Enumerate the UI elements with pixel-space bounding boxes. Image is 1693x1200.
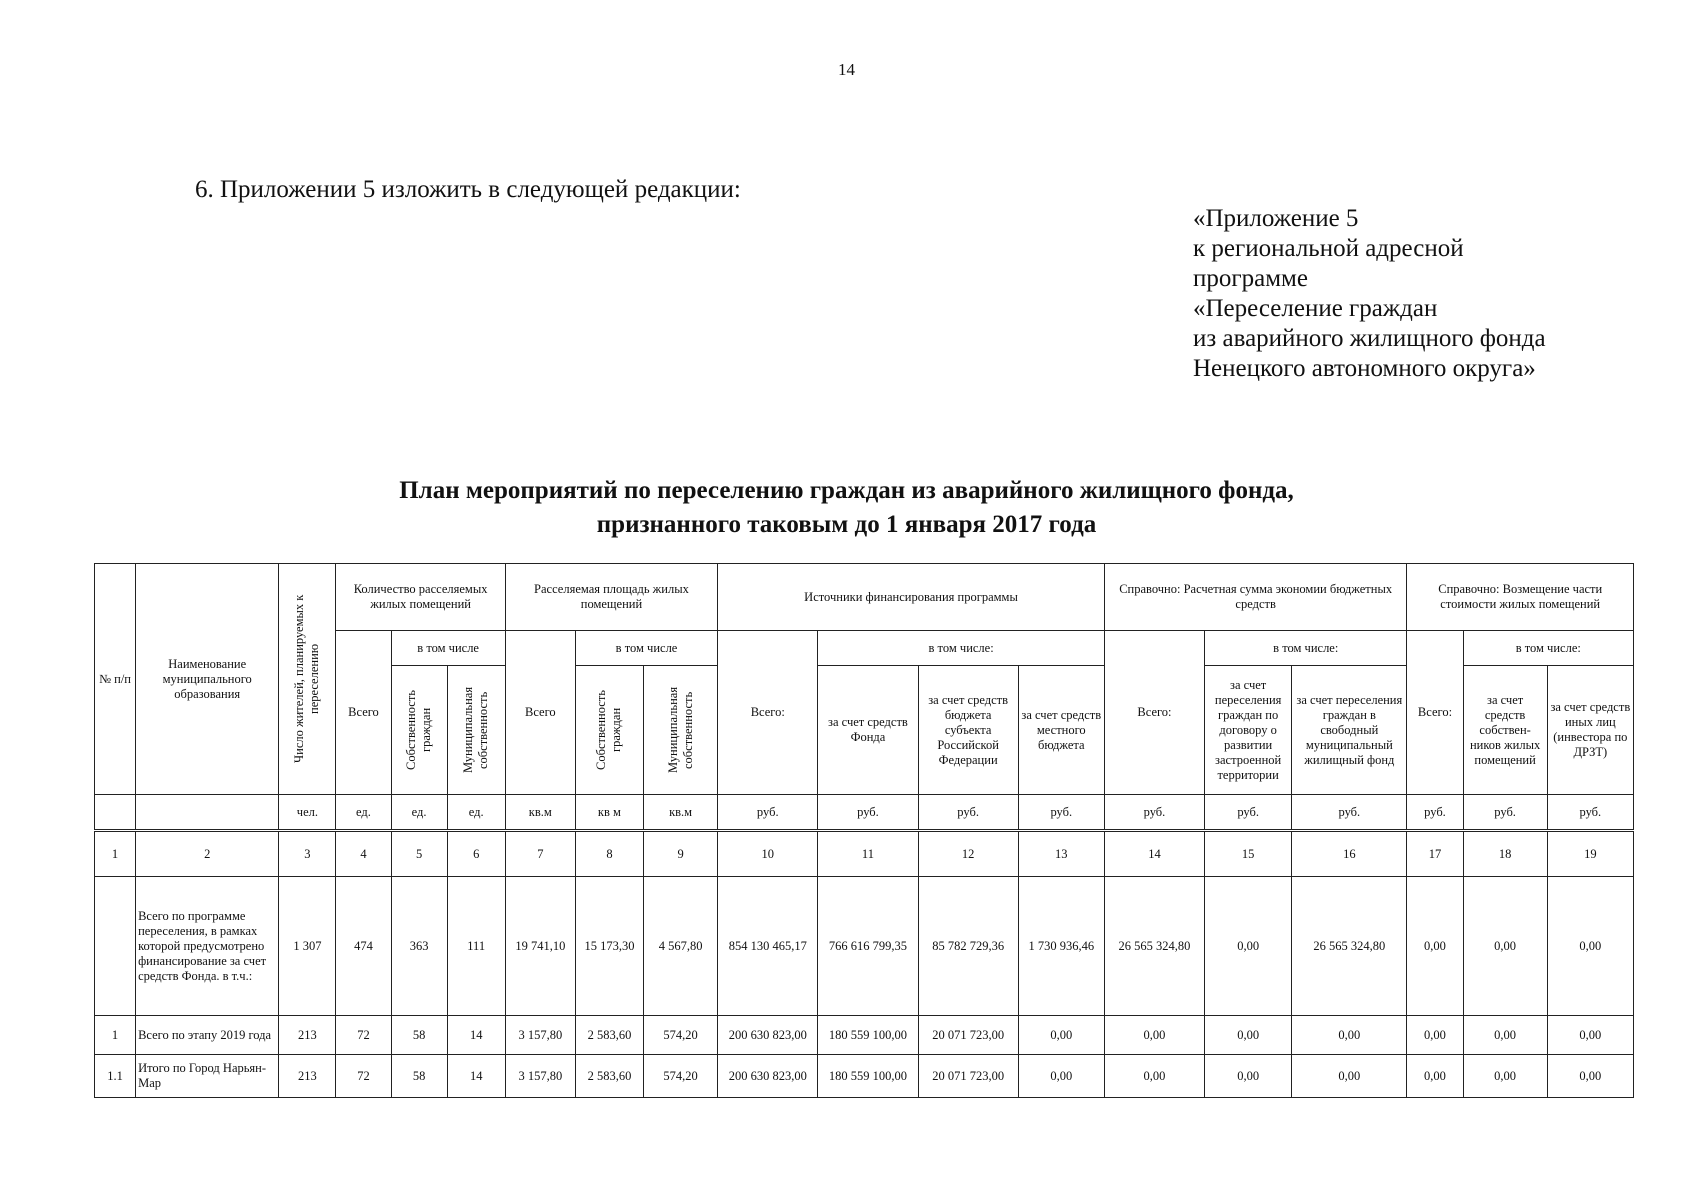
cell: 19 741,10 (505, 877, 575, 1016)
cell: 2 583,60 (575, 1016, 643, 1055)
column-number: 9 (644, 831, 718, 877)
cell: 0,00 (1407, 877, 1463, 1016)
units-cell-blank (95, 795, 136, 831)
header-area: Расселяемая площадь жилых помещений (505, 564, 717, 631)
cell: 213 (279, 1016, 336, 1055)
cell: 72 (336, 1055, 391, 1098)
header-premises-total: Всего (336, 631, 391, 795)
unit-cell: руб. (1018, 795, 1104, 831)
appendix-line: «Переселение граждан (1193, 295, 1438, 322)
header-sources: Источники финансирования программы (718, 564, 1105, 631)
header-premises-count: Количество расселяемых жилых помещений (336, 564, 505, 631)
appendix-line: «Приложение 5 (1193, 205, 1359, 232)
cell: 0,00 (1018, 1016, 1104, 1055)
header-premises-incl: в том числе (391, 631, 505, 666)
column-number: 15 (1205, 831, 1292, 877)
row-num: 1 (95, 1016, 136, 1055)
cell: 574,20 (644, 1055, 718, 1098)
column-number: 14 (1104, 831, 1204, 877)
column-number: 4 (336, 831, 391, 877)
header-premises-owned-text: Собственность граждан (404, 690, 434, 770)
unit-cell: кв.м (644, 795, 718, 831)
cell: 0,00 (1407, 1055, 1463, 1098)
header-area-owned (575, 666, 643, 795)
column-number: 13 (1018, 831, 1104, 877)
header-relocation-contract: за счет переселения граждан по договору о развитии застроенной территории (1205, 666, 1292, 795)
cell: 3 157,80 (505, 1016, 575, 1055)
header-area-owned-text: Собственность граждан (594, 690, 624, 770)
unit-cell: ед. (447, 795, 505, 831)
cell: 0,00 (1292, 1016, 1407, 1055)
cell: 26 565 324,80 (1292, 877, 1407, 1016)
header-name: Наименование муниципального образования (136, 564, 279, 795)
table-row (95, 877, 1634, 1016)
cell: 213 (279, 1055, 336, 1098)
relocation-plan-table (94, 563, 1634, 1098)
column-number: 18 (1463, 831, 1547, 877)
unit-cell: руб. (818, 795, 918, 831)
header-subject-budget: за счет средств бюджета субъекта Российской Федерации (918, 666, 1018, 795)
row-name: Итого по Город Нарьян-Мар (136, 1055, 279, 1098)
cell: 85 782 729,36 (918, 877, 1018, 1016)
title-line: признанного таковым до 1 января 2017 года (596, 511, 1097, 538)
column-number: 8 (575, 831, 643, 877)
header-fund: за счет средств Фонда (818, 666, 918, 795)
unit-cell: чел. (279, 795, 336, 831)
appendix-line: из аварийного жилищного фонда (1193, 325, 1546, 352)
document-title (0, 474, 1693, 542)
cell: 4 567,80 (644, 877, 718, 1016)
unit-cell: руб. (1547, 795, 1633, 831)
cell: 766 616 799,35 (818, 877, 918, 1016)
header-compensation-incl: в том числе: (1463, 631, 1633, 666)
header-sources-incl: в том числе: (818, 631, 1105, 666)
cell: 363 (391, 877, 447, 1016)
cell: 0,00 (1547, 1016, 1633, 1055)
cell: 58 (391, 1016, 447, 1055)
header-premises-municipal (447, 666, 505, 795)
cell: 0,00 (1407, 1016, 1463, 1055)
table-row (95, 1055, 1634, 1098)
cell: 0,00 (1463, 1055, 1547, 1098)
cell: 180 559 100,00 (818, 1055, 918, 1098)
unit-cell: руб. (918, 795, 1018, 831)
header-savings: Справочно: Расчетная сумма экономии бюджетных средств (1104, 564, 1407, 631)
cell: 0,00 (1463, 877, 1547, 1016)
cell: 574,20 (644, 1016, 718, 1055)
cell: 20 071 723,00 (918, 1016, 1018, 1055)
header-relocation-free: за счет переселения граждан в свободный муниципальный жилищный фонд (1292, 666, 1407, 795)
row-num: 1.1 (95, 1055, 136, 1098)
cell: 14 (447, 1016, 505, 1055)
header-sources-total: Всего: (718, 631, 818, 795)
unit-cell: ед. (391, 795, 447, 831)
unit-cell: руб. (1407, 795, 1463, 831)
cell: 180 559 100,00 (818, 1016, 918, 1055)
cell: 14 (447, 1055, 505, 1098)
unit-cell: руб. (1292, 795, 1407, 831)
appendix-line: Ненецкого автономного округа» (1193, 355, 1536, 382)
cell: 0,00 (1104, 1055, 1204, 1098)
cell: 0,00 (1292, 1055, 1407, 1098)
page-number: 14 (838, 60, 855, 79)
cell: 72 (336, 1016, 391, 1055)
header-area-municipal (644, 666, 718, 795)
header-savings-total: Всего: (1104, 631, 1204, 795)
cell: 0,00 (1547, 1055, 1633, 1098)
units-cell-blank (136, 795, 279, 831)
cell: 1 307 (279, 877, 336, 1016)
header-premises-owned (391, 666, 447, 795)
unit-cell: руб. (1463, 795, 1547, 831)
column-number: 7 (505, 831, 575, 877)
header-num: № п/п (95, 564, 136, 795)
column-number: 17 (1407, 831, 1463, 877)
cell: 0,00 (1205, 1016, 1292, 1055)
unit-cell: ед. (336, 795, 391, 831)
title-line: План мероприятий по переселению граждан из аварийного жилищного фонда, (399, 477, 1294, 504)
header-investors: за счет средств иных лиц (инвестора по ДРЗТ) (1547, 666, 1633, 795)
unit-cell: руб. (718, 795, 818, 831)
appendix-line: программе (1193, 265, 1308, 292)
cell: 2 583,60 (575, 1055, 643, 1098)
cell: 854 130 465,17 (718, 877, 818, 1016)
column-number: 10 (718, 831, 818, 877)
unit-cell: кв м (575, 795, 643, 831)
cell: 200 630 823,00 (718, 1016, 818, 1055)
row-name: Всего по программе переселения, в рамках которой предусмотрено финансирование за счет средств Фонда. в т.ч.: (136, 877, 279, 1016)
table-row (95, 1016, 1634, 1055)
column-number: 11 (818, 831, 918, 877)
column-number: 19 (1547, 831, 1633, 877)
header-residents-text: Число жителей, планируемых к переселению (292, 594, 322, 764)
header-area-municipal-text: Муниципальная собственность (665, 686, 695, 774)
cell: 0,00 (1205, 1055, 1292, 1098)
column-number: 2 (136, 831, 279, 877)
cell: 0,00 (1463, 1016, 1547, 1055)
cell: 200 630 823,00 (718, 1055, 818, 1098)
header-savings-incl: в том числе: (1205, 631, 1407, 666)
cell: 15 173,30 (575, 877, 643, 1016)
column-number: 6 (447, 831, 505, 877)
cell: 0,00 (1547, 877, 1633, 1016)
header-area-incl: в том числе (575, 631, 717, 666)
header-premises-municipal-text: Муниципальная собственность (461, 686, 491, 774)
appendix-line: к региональной адресной (1193, 235, 1464, 262)
cell: 1 730 936,46 (1018, 877, 1104, 1016)
header-residents (279, 564, 336, 795)
row-name: Всего по этапу 2019 года (136, 1016, 279, 1055)
column-number: 3 (279, 831, 336, 877)
column-number: 1 (95, 831, 136, 877)
header-owners: за счет средств собствен- ников жилых помещений (1463, 666, 1547, 795)
unit-cell: руб. (1104, 795, 1204, 831)
units-row (95, 795, 1634, 831)
cell: 0,00 (1018, 1055, 1104, 1098)
unit-cell: руб. (1205, 795, 1292, 831)
header-area-total: Всего (505, 631, 575, 795)
cell: 0,00 (1205, 877, 1292, 1016)
cell: 0,00 (1104, 1016, 1204, 1055)
cell: 26 565 324,80 (1104, 877, 1204, 1016)
cell: 3 157,80 (505, 1055, 575, 1098)
column-number: 16 (1292, 831, 1407, 877)
row-num (95, 877, 136, 1016)
header-compensation-total: Всего: (1407, 631, 1463, 795)
cell: 58 (391, 1055, 447, 1098)
unit-cell: кв.м (505, 795, 575, 831)
column-number: 5 (391, 831, 447, 877)
cell: 474 (336, 877, 391, 1016)
header-local-budget: за счет средств местного бюджета (1018, 666, 1104, 795)
column-numbers-row (95, 831, 1634, 877)
header-compensation: Справочно: Возмещение части стоимости жилых помещений (1407, 564, 1634, 631)
cell: 111 (447, 877, 505, 1016)
appendix-reference (1193, 204, 1546, 384)
intro-text: 6. Приложении 5 изложить в следующей редакции: (195, 176, 741, 203)
cell: 20 071 723,00 (918, 1055, 1018, 1098)
column-number: 12 (918, 831, 1018, 877)
